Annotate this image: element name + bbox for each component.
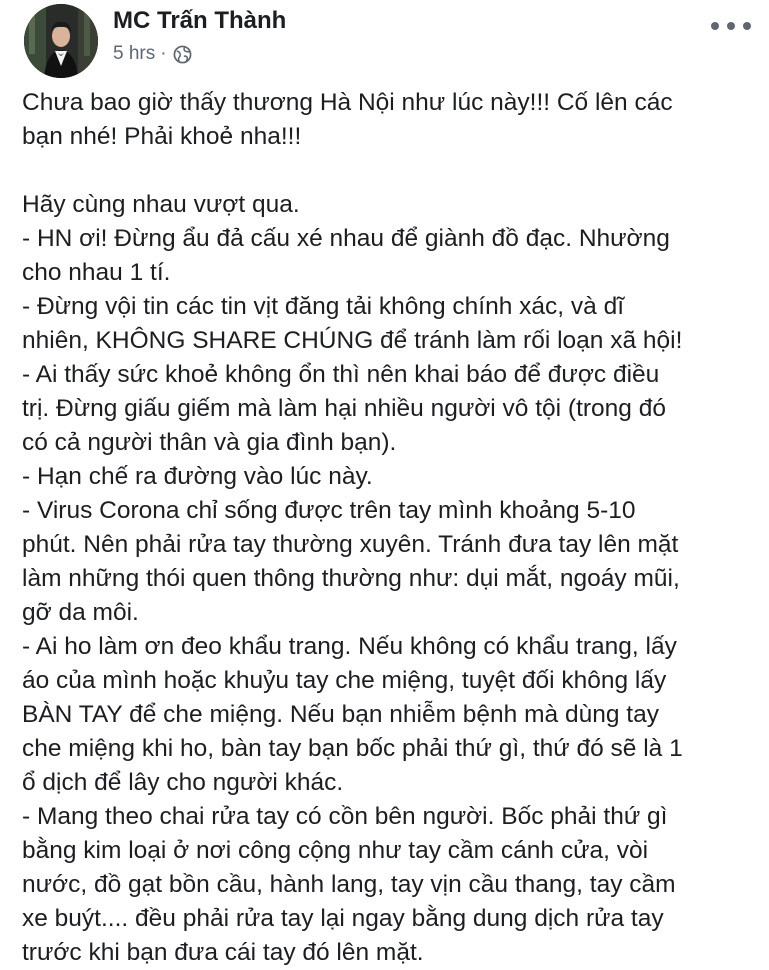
post-text-line: nhiên, KHÔNG SHARE CHÚNG để tránh làm rối loạn xã hội! [22, 327, 683, 354]
dot-2 [727, 22, 735, 30]
post-timestamp[interactable]: 5 hrs [113, 43, 156, 64]
post-meta [113, 43, 192, 65]
post-text [22, 86, 762, 970]
avatar[interactable] [24, 4, 98, 78]
post-text-line: bằng kim loại ở nơi công cộng như tay cầm cánh cửa, vòi [22, 837, 649, 864]
post-text-line [22, 154, 762, 188]
post-text-line: nước, đồ gạt bồn cầu, hành lang, tay vịn cầu thang, tay cầm [22, 871, 676, 898]
dot-1 [711, 22, 719, 30]
post-text-line: - Virus Corona chỉ sống được trên tay mình khoảng 5-10 [22, 497, 636, 524]
post-text-line: xe buýt.... đều phải rửa tay lại ngay bằng dung dịch rửa tay [22, 905, 664, 932]
post-text-line: trước khi bạn đưa cái tay đó lên mặt. [22, 939, 424, 966]
post-text-line: làm những thói quen thông thường như: dụi mắt, ngoáy mũi, [22, 565, 680, 592]
post-text-line: - Ai thấy sức khoẻ không ổn thì nên khai báo để được điều [22, 361, 660, 388]
dot-3 [743, 22, 751, 30]
globe-icon[interactable] [173, 45, 192, 64]
post-text-line: - Hạn chế ra đường vào lúc này. [22, 463, 373, 490]
post-text-line: Chưa bao giờ thấy thương Hà Nội như lúc này!!! Cố lên các [22, 89, 673, 116]
post-text-line: gỡ da môi. [22, 599, 139, 626]
post-text-line: ổ dịch để lây cho người khác. [22, 769, 344, 796]
post-text-line: có cả người thân và gia đình bạn). [22, 429, 397, 456]
post-text-line: bạn nhé! Phải khoẻ nha!!! [22, 123, 302, 150]
post-text-line: - Mang theo chai rửa tay có cồn bên người. Bốc phải thứ gì [22, 803, 668, 830]
post-text-line: Hãy cùng nhau vượt qua. [22, 191, 300, 218]
post-text-line: phút. Nên phải rửa tay thường xuyên. Tránh đưa tay lên mặt [22, 531, 679, 558]
post-text-line: che miệng khi ho, bàn tay bạn bốc phải thứ gì, thứ đó sẽ là 1 [22, 735, 683, 762]
more-options-icon[interactable] [711, 14, 751, 38]
post-text-line: - Đừng vội tin các tin vịt đăng tải không chính xác, và dĩ [22, 293, 624, 320]
author-name[interactable]: MC Trấn Thành [113, 7, 287, 34]
avatar-photo [24, 4, 98, 78]
meta-separator: · [160, 43, 167, 64]
post-text-line: cho nhau 1 tí. [22, 259, 171, 286]
post-text-line: áo của mình hoặc khuỷu tay che miệng, tuyệt đối không lấy [22, 667, 667, 694]
post-text-line: BÀN TAY để che miệng. Nếu bạn nhiễm bệnh mà dùng tay [22, 701, 659, 728]
post-text-line: trị. Đừng giấu giếm mà làm hại nhiều người vô tội (trong đó [22, 395, 666, 422]
post-text-line: - HN ơi! Đừng ẩu đả cấu xé nhau để giành đồ đạc. Nhường [22, 225, 670, 252]
post-text-line: - Ai ho làm ơn đeo khẩu trang. Nếu không có khẩu trang, lấy [22, 633, 677, 660]
